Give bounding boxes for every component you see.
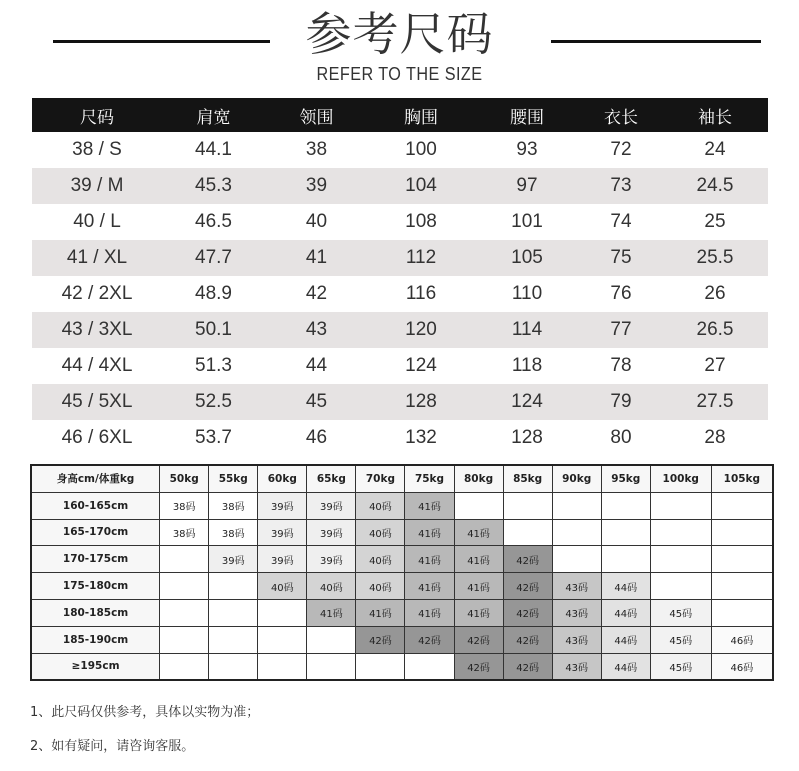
grid-cell: 44码: [601, 599, 650, 626]
height-label: ≥195cm: [31, 653, 160, 680]
grid-cell: [650, 546, 711, 573]
table-cell: 118: [511, 355, 543, 376]
grid-cell: [552, 546, 601, 573]
grid-cell: 40码: [258, 573, 307, 600]
grid-cell: 43码: [552, 573, 601, 600]
table-cell: 112: [368, 240, 474, 276]
grid-cell: 43码: [552, 626, 601, 653]
table-cell: 45 / 5XL: [32, 384, 162, 420]
grid-cell: 42码: [503, 546, 552, 573]
weight-header: 65kg: [307, 465, 356, 492]
table-cell: 105: [474, 240, 580, 276]
table-cell: 93: [516, 139, 538, 160]
grid-cell: 40码: [356, 519, 405, 546]
height-label: 165-170cm: [31, 519, 160, 546]
table-cell: 50.1: [162, 312, 265, 348]
grid-cell: 41码: [356, 599, 405, 626]
column-header: 领围: [265, 98, 368, 132]
grid-cell: 42码: [503, 653, 552, 680]
weight-header: 60kg: [258, 465, 307, 492]
size-table: [32, 98, 768, 456]
column-header: 袖长: [662, 98, 768, 132]
table-cell: 39: [265, 168, 368, 204]
grid-cell: 41码: [307, 599, 356, 626]
grid-cell: 39码: [307, 546, 356, 573]
table-cell: 80: [610, 427, 632, 448]
table-row: [32, 240, 768, 276]
table-cell: 43: [265, 312, 368, 348]
table-cell: 27: [704, 355, 726, 376]
grid-cell: 44码: [601, 626, 650, 653]
table-cell: 46.5: [195, 211, 232, 232]
column-header: 尺码: [32, 98, 162, 132]
grid-cell: 45码: [650, 599, 711, 626]
weight-header: 85kg: [503, 465, 552, 492]
table-cell: 97: [474, 168, 580, 204]
grid-cell: [209, 599, 258, 626]
table-cell: 77: [580, 312, 662, 348]
grid-cell: 43码: [552, 653, 601, 680]
grid-row: [31, 626, 773, 653]
grid-cell: 42码: [503, 573, 552, 600]
weight-header: 100kg: [650, 465, 711, 492]
table-cell: 120: [368, 312, 474, 348]
size-table-header: [32, 98, 768, 132]
grid-cell: 38码: [160, 519, 209, 546]
table-cell: 110: [511, 283, 543, 304]
grid-cell: [209, 653, 258, 680]
table-cell: 26.5: [662, 312, 768, 348]
grid-cell: [160, 599, 209, 626]
table-row: [32, 312, 768, 348]
grid-cell: [258, 653, 307, 680]
height-label: 170-175cm: [31, 546, 160, 573]
column-header: 胸围: [368, 98, 474, 132]
grid-cell: 41码: [454, 599, 503, 626]
table-cell: 44.1: [195, 139, 232, 160]
grid-cell: [356, 653, 405, 680]
height-label: 160-165cm: [31, 492, 160, 519]
grid-cell: 40码: [307, 573, 356, 600]
grid-cell: 39码: [258, 546, 307, 573]
grid-cell: [160, 546, 209, 573]
grid-cell: 43码: [552, 599, 601, 626]
table-cell: 45.3: [162, 168, 265, 204]
table-cell: 124: [474, 384, 580, 420]
grid-cell: 39码: [258, 519, 307, 546]
table-row: [32, 348, 768, 384]
grid-cell: 39码: [307, 492, 356, 519]
table-cell: 53.7: [195, 427, 232, 448]
table-cell: 45: [265, 384, 368, 420]
weight-header: 55kg: [209, 465, 258, 492]
column-header: 肩宽: [162, 98, 265, 132]
grid-cell: 44码: [601, 653, 650, 680]
table-cell: 42: [305, 283, 328, 304]
grid-cell: 41码: [405, 599, 454, 626]
grid-cell: 41码: [405, 492, 454, 519]
grid-cell: [552, 519, 601, 546]
title-section: [0, 0, 799, 95]
note-item: 2、如有疑问，请咨询客服。: [30, 739, 195, 754]
title-divider-right: [551, 40, 761, 43]
grid-cell: 38码: [209, 492, 258, 519]
table-row: [32, 168, 768, 204]
grid-cell: [552, 492, 601, 519]
grid-cell: [503, 519, 552, 546]
grid-cell: 41码: [454, 546, 503, 573]
grid-cell: 42码: [454, 653, 503, 680]
table-cell: 73: [580, 168, 662, 204]
table-cell: 47.7: [162, 240, 265, 276]
table-cell: 124: [405, 355, 437, 376]
grid-row: [31, 573, 773, 600]
table-cell: 46 / 6XL: [61, 427, 133, 448]
grid-cell: [307, 626, 356, 653]
grid-cell: [209, 573, 258, 600]
table-cell: 78: [610, 355, 632, 376]
grid-cell: [307, 653, 356, 680]
grid-cell: [601, 519, 650, 546]
weight-header: 90kg: [552, 465, 601, 492]
table-cell: 40: [305, 211, 328, 232]
grid-cell: 45码: [650, 653, 711, 680]
table-row: [32, 276, 768, 312]
grid-corner-label: 身高cm/体重kg: [31, 465, 160, 492]
grid-cell: 42码: [503, 599, 552, 626]
table-cell: 132: [405, 427, 437, 448]
grid-cell: [160, 626, 209, 653]
grid-cell: [258, 626, 307, 653]
grid-cell: 46码: [711, 653, 773, 680]
table-cell: 51.3: [195, 355, 232, 376]
fit-grid: [30, 464, 774, 681]
grid-row: [31, 519, 773, 546]
table-cell: 75: [580, 240, 662, 276]
table-cell: 48.9: [195, 283, 232, 304]
grid-cell: 46码: [711, 626, 773, 653]
grid-cell: [711, 573, 773, 600]
table-row: [32, 384, 768, 420]
grid-cell: 41码: [405, 519, 454, 546]
table-row: [32, 132, 768, 168]
table-cell: 25.5: [662, 240, 768, 276]
table-cell: 28: [704, 427, 726, 448]
grid-cell: [650, 492, 711, 519]
table-cell: 24: [704, 139, 726, 160]
note-item: 1、此尺码仅供参考，具体以实物为准；: [30, 705, 260, 720]
notes: [30, 703, 259, 771]
table-cell: 100: [405, 139, 437, 160]
table-row: [32, 420, 768, 456]
table-cell: 101: [511, 211, 543, 232]
grid-cell: 41码: [405, 546, 454, 573]
table-cell: 44: [305, 355, 328, 376]
grid-cell: 42码: [405, 626, 454, 653]
grid-row: [31, 599, 773, 626]
table-cell: 43 / 3XL: [32, 312, 162, 348]
table-cell: 116: [405, 283, 437, 304]
weight-header: 70kg: [356, 465, 405, 492]
height-label: 180-185cm: [31, 599, 160, 626]
grid-cell: 40码: [356, 492, 405, 519]
grid-cell: [601, 492, 650, 519]
table-cell: 40 / L: [73, 211, 121, 232]
grid-cell: [711, 599, 773, 626]
height-label: 185-190cm: [31, 626, 160, 653]
table-cell: 38: [305, 139, 328, 160]
grid-cell: 38码: [209, 519, 258, 546]
grid-cell: 40码: [356, 546, 405, 573]
grid-cell: [405, 653, 454, 680]
table-cell: 46: [305, 427, 328, 448]
grid-row: [31, 653, 773, 680]
grid-cell: [650, 519, 711, 546]
table-cell: 25: [704, 211, 726, 232]
grid-cell: 42码: [356, 626, 405, 653]
page-subtitle: REFER TO THE SIZE: [316, 64, 483, 84]
weight-header: 105kg: [711, 465, 773, 492]
height-label: 175-180cm: [31, 573, 160, 600]
grid-row: [31, 492, 773, 519]
grid-cell: [711, 492, 773, 519]
grid-cell: [454, 492, 503, 519]
table-cell: 128: [511, 427, 543, 448]
table-row: [32, 204, 768, 240]
table-cell: 104: [368, 168, 474, 204]
table-cell: 128: [368, 384, 474, 420]
fit-grid-header: [31, 465, 773, 492]
table-cell: 27.5: [662, 384, 768, 420]
grid-cell: [209, 626, 258, 653]
column-header: 衣长: [580, 98, 662, 132]
column-header: 腰围: [474, 98, 580, 132]
table-cell: 52.5: [162, 384, 265, 420]
table-cell: 24.5: [662, 168, 768, 204]
grid-cell: 45码: [650, 626, 711, 653]
grid-cell: [601, 546, 650, 573]
grid-cell: 41码: [454, 519, 503, 546]
grid-row: [31, 546, 773, 573]
grid-cell: [711, 519, 773, 546]
weight-header: 50kg: [160, 465, 209, 492]
grid-cell: [160, 653, 209, 680]
grid-cell: 39码: [209, 546, 258, 573]
page-title: 参考尺码: [305, 7, 494, 61]
table-cell: 108: [405, 211, 437, 232]
table-cell: 44 / 4XL: [61, 355, 133, 376]
grid-cell: [503, 492, 552, 519]
table-cell: 114: [474, 312, 580, 348]
weight-header: 95kg: [601, 465, 650, 492]
table-cell: 39 / M: [32, 168, 162, 204]
grid-cell: 41码: [405, 573, 454, 600]
table-cell: 74: [610, 211, 632, 232]
table-cell: 41: [265, 240, 368, 276]
weight-header: 80kg: [454, 465, 503, 492]
weight-header: 75kg: [405, 465, 454, 492]
table-cell: 72: [610, 139, 632, 160]
grid-cell: 44码: [601, 573, 650, 600]
table-cell: 42 / 2XL: [61, 283, 133, 304]
grid-cell: [650, 573, 711, 600]
grid-cell: 39码: [258, 492, 307, 519]
table-cell: 41 / XL: [32, 240, 162, 276]
grid-cell: 42码: [503, 626, 552, 653]
grid-cell: 41码: [454, 573, 503, 600]
grid-cell: [711, 546, 773, 573]
table-cell: 79: [580, 384, 662, 420]
table-cell: 26: [704, 283, 726, 304]
grid-cell: 39码: [307, 519, 356, 546]
grid-cell: 38码: [160, 492, 209, 519]
grid-cell: 40码: [356, 573, 405, 600]
grid-cell: [160, 573, 209, 600]
grid-cell: [258, 599, 307, 626]
table-cell: 38 / S: [72, 139, 122, 160]
grid-cell: 42码: [454, 626, 503, 653]
table-cell: 76: [610, 283, 632, 304]
